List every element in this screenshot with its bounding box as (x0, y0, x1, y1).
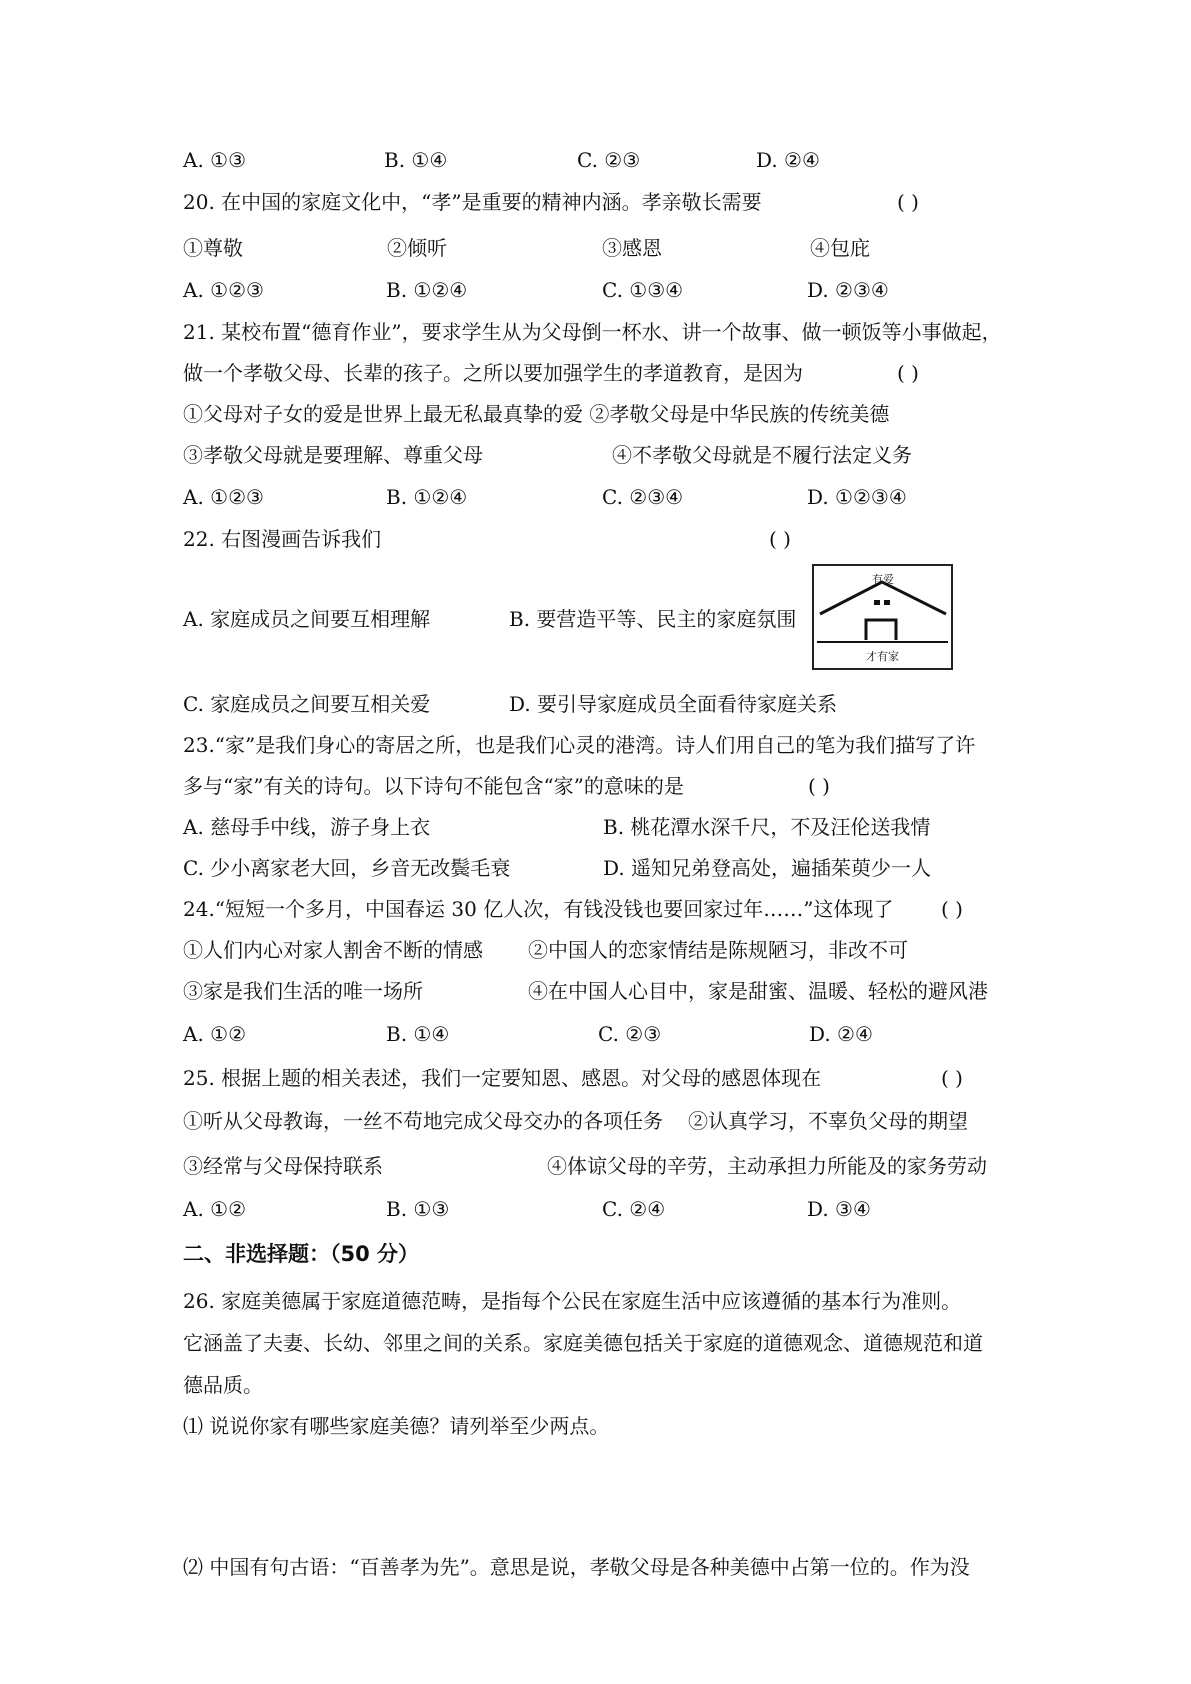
q26-para-3: 德品质。 (183, 1373, 263, 1397)
q24-option-d: D. ②④ (809, 1022, 873, 1046)
q20-item-1: ①尊敬 (183, 236, 243, 260)
comic-top-text: 有爱 (872, 573, 894, 586)
q20-option-b: B. ①②④ (386, 278, 468, 302)
family-comic-image (812, 564, 953, 670)
q25-option-b: B. ①③ (386, 1197, 450, 1221)
q20-item-4: ④包庇 (810, 236, 870, 260)
q23-option-a: A. 慈母手中线，游子身上衣 (183, 815, 431, 839)
q21-stem-1: 21. 某校布置“德育作业”，要求学生从为父母倒一杯水、讲一个故事、做一顿饭等小事做起， (183, 320, 1002, 344)
q23-option-d: D. 遥知兄弟登高处，遍插茱萸少一人 (603, 856, 932, 880)
q25-option-c: C. ②④ (602, 1197, 666, 1221)
q25-item-4: ④体谅父母的辛劳，主动承担力所能及的家务劳动 (547, 1154, 987, 1178)
q21-option-c: C. ②③④ (602, 485, 684, 509)
q21-option-a: A. ①②③ (183, 485, 264, 509)
q21-option-d: D. ①②③④ (807, 485, 907, 509)
q22-answer-paren: ( ) (769, 527, 791, 551)
q26-sub-1: ⑴ 说说你家有哪些家庭美德？请列举至少两点。 (183, 1414, 610, 1438)
q21-item-1-2: ①父母对子女的爱是世界上最无私最真挚的爱 ②孝敬父母是中华民族的传统美德 (183, 402, 890, 426)
q24-answer-paren: ( ) (941, 897, 963, 921)
q21-option-b: B. ①②④ (386, 485, 468, 509)
q22-option-c: C. 家庭成员之间要互相关爱 (183, 692, 431, 716)
q22-option-d: D. 要引导家庭成员全面看待家庭关系 (509, 692, 838, 716)
q19-option-a: A. ①③ (183, 148, 247, 172)
q19-option-b: B. ①④ (384, 148, 448, 172)
q26-sub-2: ⑵ 中国有句古语：“百善孝为先”。意思是说，孝敬父母是各种美德中占第一位的。作为没 (183, 1555, 970, 1579)
q20-stem: 20. 在中国的家庭文化中，“孝”是重要的精神内涵。孝亲敬长需要 (183, 190, 762, 214)
q23-option-c: C. 少小离家老大回，乡音无改鬓毛衰 (183, 856, 511, 880)
q21-item-4: ④不孝敬父母就是不履行法定义务 (612, 443, 912, 467)
section-2-heading: 二、非选择题：（50 分） (183, 1242, 420, 1266)
q24-option-c: C. ②③ (598, 1022, 662, 1046)
q20-answer-paren: ( ) (897, 190, 919, 214)
q22-option-a: A. 家庭成员之间要互相理解 (183, 607, 431, 631)
comic-bottom-text: 才有家 (866, 650, 899, 663)
q24-item-3: ③家是我们生活的唯一场所 (183, 979, 423, 1003)
q22-option-b: B. 要营造平等、民主的家庭氛围 (509, 607, 797, 631)
q25-option-d: D. ③④ (807, 1197, 871, 1221)
q21-item-3: ③孝敬父母就是要理解、尊重父母 (183, 443, 483, 467)
q22-stem: 22. 右图漫画告诉我们 (183, 527, 382, 551)
q21-answer-paren: ( ) (897, 361, 919, 385)
q24-item-2: ②中国人的恋家情结是陈规陋习，非改不可 (528, 938, 908, 962)
q20-option-d: D. ②③④ (807, 278, 889, 302)
q25-item-3: ③经常与父母保持联系 (183, 1154, 383, 1178)
q19-option-d: D. ②④ (756, 148, 820, 172)
q25-item-1: ①听从父母教诲，一丝不苟地完成父母交办的各项任务 (183, 1109, 663, 1133)
q23-option-b: B. 桃花潭水深千尺，不及汪伦送我情 (603, 815, 931, 839)
q19-option-c: C. ②③ (577, 148, 641, 172)
q24-option-a: A. ①② (183, 1022, 247, 1046)
q25-item-2: ②认真学习，不辜负父母的期望 (688, 1109, 968, 1133)
q25-stem: 25. 根据上题的相关表述，我们一定要知恩、感恩。对父母的感恩体现在 (183, 1066, 822, 1090)
q26-para-2: 它涵盖了夫妻、长幼、邻里之间的关系。家庭美德包括关于家庭的道德观念、道德规范和道 (183, 1331, 983, 1355)
q24-option-b: B. ①④ (386, 1022, 450, 1046)
q20-item-2: ②倾听 (387, 236, 447, 260)
q20-item-3: ③感恩 (602, 236, 662, 260)
q23-answer-paren: ( ) (808, 774, 830, 798)
q25-option-a: A. ①② (183, 1197, 247, 1221)
q23-stem-2: 多与“家”有关的诗句。以下诗句不能包含“家”的意味的是 (183, 774, 684, 798)
q23-stem-1: 23.“家”是我们身心的寄居之所，也是我们心灵的港湾。诗人们用自己的笔为我们描写了许 (183, 733, 976, 757)
q24-item-1: ①人们内心对家人割舍不断的情感 (183, 938, 483, 962)
q26-para-1: 26. 家庭美德属于家庭道德范畴，是指每个公民在家庭生活中应该遵循的基本行为准则。 (183, 1289, 962, 1313)
q24-item-4: ④在中国人心目中，家是甜蜜、温暖、轻松的避风港 (528, 979, 988, 1003)
q24-stem: 24.“短短一个多月，中国春运 30 亿人次，有钱没钱也要回家过年……”这体现了 (183, 897, 894, 921)
q20-option-a: A. ①②③ (183, 278, 264, 302)
q25-answer-paren: ( ) (941, 1066, 963, 1090)
q21-stem-2: 做一个孝敬父母、长辈的孩子。之所以要加强学生的孝道教育，是因为 (183, 361, 803, 385)
q20-option-c: C. ①③④ (602, 278, 684, 302)
family-comic-drawing (814, 566, 951, 668)
